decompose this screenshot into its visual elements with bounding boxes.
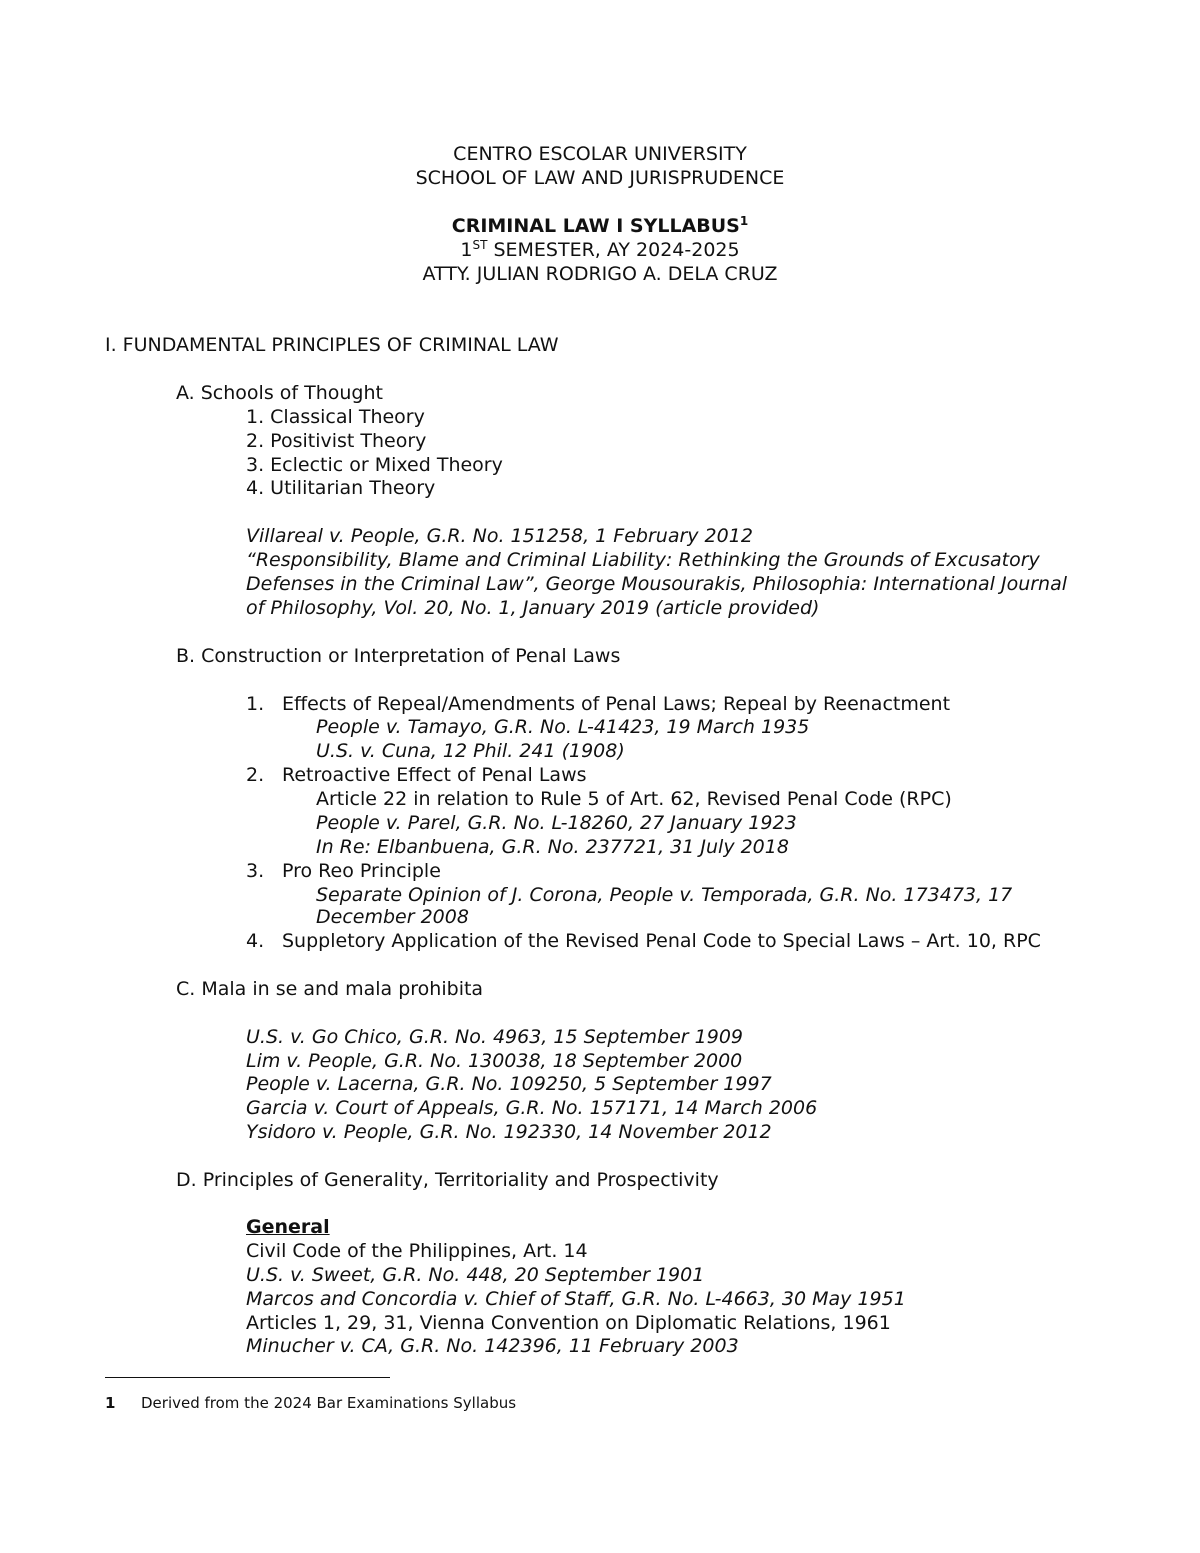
list-number: 3. bbox=[246, 860, 265, 882]
university-name: CENTRO ESCOLAR UNIVERSITY bbox=[453, 143, 747, 165]
case-citation: Minucher v. CA, G.R. No. 142396, 11 February 2003 bbox=[246, 1335, 739, 1357]
footnote-separator bbox=[105, 1377, 390, 1378]
list-item-label: Suppletory Application of the Revised Penal Code to Special Laws – Art. 10, RPC bbox=[282, 930, 1041, 952]
list-item-label: Pro Reo Principle bbox=[282, 860, 441, 882]
syllabus-title bbox=[0, 215, 1200, 237]
footnote-mark: 1 bbox=[105, 1394, 116, 1412]
case-citation: In Re: Elbanbuena, G.R. No. 237721, 31 July 2018 bbox=[316, 836, 789, 858]
statute-citation: Article 22 in relation to Rule 5 of Art. 62, Revised Penal Code (RPC) bbox=[316, 788, 952, 810]
instructor-name: ATTY. JULIAN RODRIGO A. DELA CRUZ bbox=[422, 263, 778, 285]
list-item bbox=[246, 764, 587, 786]
semester-text: SEMESTER, AY 2024-2025 bbox=[487, 239, 740, 261]
article-citation: “Responsibility, Blame and Criminal Liability: Rethinking the Grounds of Excusatory bbox=[246, 549, 1040, 571]
case-citation: People v. Tamayo, G.R. No. L-41423, 19 March 1935 bbox=[316, 716, 810, 738]
semester-suffix: ST bbox=[472, 238, 488, 252]
list-item: 4. Utilitarian Theory bbox=[246, 477, 436, 499]
case-citation: Lim v. People, G.R. No. 130038, 18 September 2000 bbox=[246, 1050, 743, 1072]
list-item: 1. Classical Theory bbox=[246, 406, 425, 428]
list-item-label: Retroactive Effect of Penal Laws bbox=[282, 764, 587, 786]
section-a-heading: A. Schools of Thought bbox=[176, 382, 383, 404]
article-citation: of Philosophy, Vol. 20, No. 1, January 2019 (article provided) bbox=[246, 597, 820, 619]
section-b-heading: B. Construction or Interpretation of Penal Laws bbox=[176, 645, 621, 667]
article-citation: Defenses in the Criminal Law”, George Mousourakis, Philosophia: International Journal bbox=[246, 573, 1068, 595]
semester-line bbox=[0, 239, 1200, 261]
list-item: 2. Positivist Theory bbox=[246, 430, 427, 452]
treaty-citation: Articles 1, 29, 31, Vienna Convention on Diplomatic Relations, 1961 bbox=[246, 1312, 891, 1334]
section-i-heading: I. FUNDAMENTAL PRINCIPLES OF CRIMINAL LAW bbox=[105, 334, 559, 356]
case-citation: Villareal v. People, G.R. No. 151258, 1 February 2012 bbox=[246, 525, 753, 547]
list-number: 1. bbox=[246, 693, 265, 715]
case-citation: December 2008 bbox=[316, 906, 469, 928]
case-citation: U.S. v. Sweet, G.R. No. 448, 20 September 1901 bbox=[246, 1264, 705, 1286]
school-name: SCHOOL OF LAW AND JURISPRUDENCE bbox=[415, 167, 785, 189]
section-c-heading: C. Mala in se and mala prohibita bbox=[176, 978, 484, 1000]
footnote-text: Derived from the 2024 Bar Examinations Syllabus bbox=[141, 1394, 517, 1412]
case-citation: People v. Lacerna, G.R. No. 109250, 5 September 1997 bbox=[246, 1073, 772, 1095]
statute-citation: Civil Code of the Philippines, Art. 14 bbox=[246, 1240, 588, 1262]
syllabus-title-text: CRIMINAL LAW I SYLLABUS bbox=[451, 215, 740, 237]
subheading-general: General bbox=[246, 1216, 330, 1238]
list-item: 3. Eclectic or Mixed Theory bbox=[246, 454, 503, 476]
case-citation: Separate Opinion of J. Corona, People v. Temporada, G.R. No. 173473, 17 bbox=[316, 884, 1013, 906]
case-citation: U.S. v. Cuna, 12 Phil. 241 (1908) bbox=[316, 740, 625, 762]
list-item bbox=[246, 930, 1041, 952]
list-item bbox=[246, 693, 950, 715]
case-citation: Ysidoro v. People, G.R. No. 192330, 14 November 2012 bbox=[246, 1121, 772, 1143]
semester-number: 1 bbox=[460, 239, 473, 261]
list-item-label: Effects of Repeal/Amendments of Penal Laws; Repeal by Reenactment bbox=[282, 693, 951, 715]
case-citation: U.S. v. Go Chico, G.R. No. 4963, 15 September 1909 bbox=[246, 1026, 744, 1048]
case-citation: Marcos and Concordia v. Chief of Staff, G.R. No. L-4663, 30 May 1951 bbox=[246, 1288, 906, 1310]
list-number: 2. bbox=[246, 764, 265, 786]
case-citation: People v. Parel, G.R. No. L-18260, 27 January 1923 bbox=[316, 812, 797, 834]
case-citation: Garcia v. Court of Appeals, G.R. No. 157171, 14 March 2006 bbox=[246, 1097, 818, 1119]
section-d-heading: D. Principles of Generality, Territoriality and Prospectivity bbox=[176, 1169, 719, 1191]
list-number: 4. bbox=[246, 930, 265, 952]
list-item bbox=[246, 860, 441, 882]
footnote-reference: 1 bbox=[739, 214, 749, 228]
